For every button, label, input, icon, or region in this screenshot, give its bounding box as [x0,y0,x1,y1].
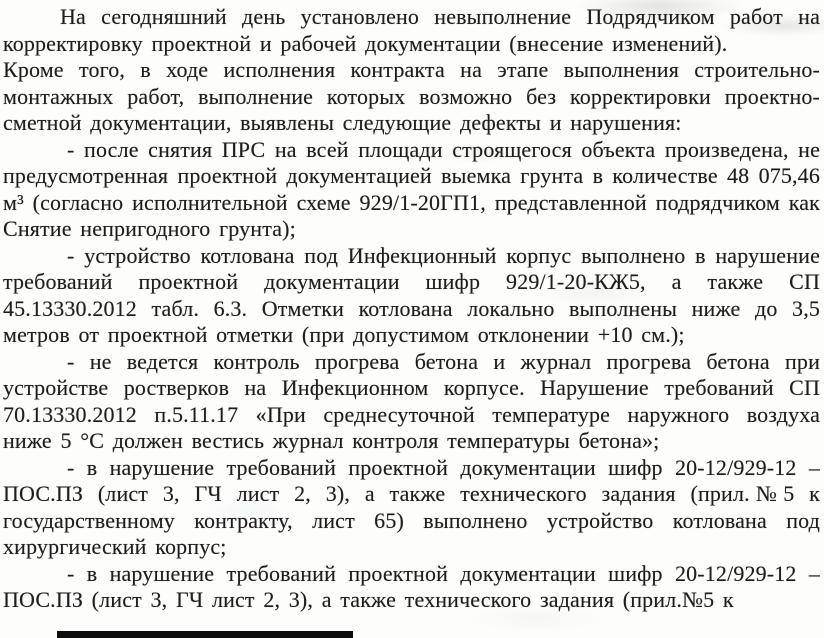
defect-item-infection-building-pit: - устройство котлована под Инфекционный корпус выполнено в нарушение требований проектной документации шифр 929/1-20-КЖ5, а также СП 45.13330.2012 табл. 6.3. Отметки котлована локально выполнены ниже до 3,5 метров от проектной отметки (при допустимом отклонении +10 см.); [3,242,820,347]
paragraph-context: Кроме того, в ходе исполнения контракта на этапе выполнения строительно-монтажных работ, выполнение которых возможно без корректировки проектно-сметной документации, выявлены следующие дефекты и нарушения: [3,57,820,135]
defect-item-surgical-building-pit: - в нарушение требований проектной документации шифр 20-12/929-12 – ПОС.ПЗ (лист 3, ГЧ лист 2, 3), а также технического задания (прил.№5 к государственному контракту, лист 65) выполнено устройство котлована под хирургический корпус; [3,454,820,559]
defect-item-soil-excavation: - после снятия ПРС на всей площади строящегося объекта произведена, не предусмотренная проектной документацией выемка грунта в количестве 48 075,46 м³ (согласно исполнительной схеме 929/1-20ГП1, представленной подрядчиком как Снятие непригодного грунта); [3,136,820,241]
paragraph-intro: На сегодняшний день установлено невыполнение Подрядчиком работ на корректировку проектной и рабочей документации (внесение изменений). [3,4,820,56]
defect-item-concrete-heating-log: - не ведется контроль прогрева бетона и журнал прогрева бетона при устройстве ростверков на Инфекционном корпусе. Нарушение требований СП 70.13330.2012 п.5.11.17 «При среднесуточной температуре наружного воздуха ниже 5 °С должен вестись журнал контроля температуры бетона»; [3,348,820,453]
defect-item-truncated: - в нарушение требований проектной документации шифр 20-12/929-12 – ПОС.ПЗ (лист 3, ГЧ лист 2, 3), а также технического задания (прил.№5 к [3,560,820,612]
scan-edge-artifact [57,631,353,638]
